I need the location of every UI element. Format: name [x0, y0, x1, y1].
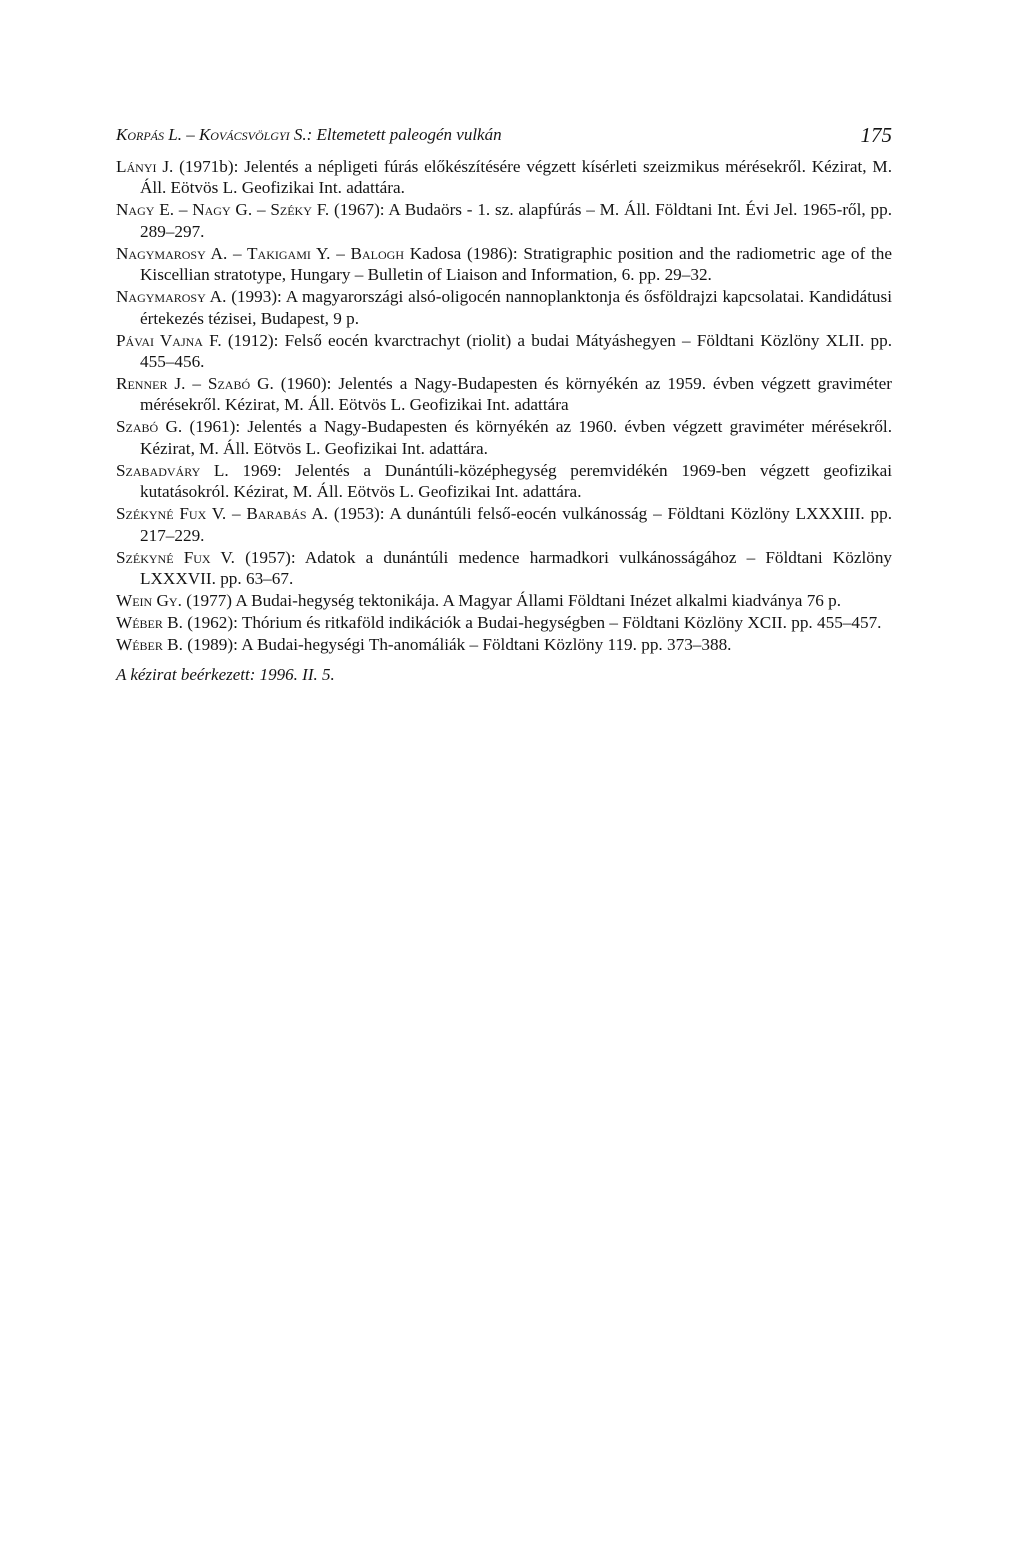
reference-item [116, 199, 892, 242]
reference-authors: Szabó G. [116, 417, 183, 437]
reference-item [116, 547, 892, 590]
reference-authors: Szabadváry L. [116, 460, 229, 480]
reference-text: (1912): Felső eocén kvarctrachyt (riolit) a budai Mátyáshegyen – Földtani Közlöny XLII. pp. 455–456. [140, 330, 892, 372]
reference-item [116, 373, 892, 416]
reference-authors: Nagy E. – Nagy G. – Széky F. [116, 200, 330, 220]
reference-authors: Nagymarosy A. [116, 287, 227, 307]
reference-item [116, 243, 892, 286]
reference-authors: Nagymarosy A. – Takigami Y. – Balogh [116, 243, 405, 263]
reference-list [116, 156, 892, 655]
page [116, 120, 892, 685]
reference-text: (1977) A Budai-hegység tektonikája. A Magyar Állami Földtani Inézet alkalmi kiadványa 76 p. [186, 591, 842, 611]
reference-item [116, 503, 892, 546]
reference-item [116, 156, 892, 199]
reference-text: (1953): A dunántúli felső-eocén vulkánosság – Földtani Közlöny LXXXIII. pp. 217–229. [140, 504, 893, 545]
reference-authors: Renner J. – Szabó G. [116, 374, 274, 394]
reference-item [116, 634, 892, 655]
reference-text: (1993): A magyarországi alsó-oligocén nannoplanktonja és ősföldrajzi kapcsolatai. Kandidátusi értekezés tézisei, Budapest, 9 p. [140, 287, 892, 328]
running-head-title: Eltemetett paleogén vulkán [316, 125, 502, 144]
running-head [116, 120, 892, 150]
reference-item [116, 416, 892, 459]
running-head-authors: Korpás L. – Kovácsvölgyi S. [116, 125, 307, 144]
reference-authors: Wein Gy. [116, 591, 182, 611]
reference-item [116, 460, 892, 503]
reference-item [116, 330, 892, 373]
reference-authors: Székyné Fux V. – Barabás A. [116, 504, 329, 524]
reference-authors: Székyné Fux V. [116, 547, 235, 567]
reference-text: (1960): Jelentés a Nagy-Budapesten és környékén az 1959. évben végzett graviméter mérésekről. Kézirat, M. Áll. Eötvös L. Geofizikai Int. adattára [140, 374, 893, 415]
reference-authors: Lányi J. [116, 157, 174, 176]
reference-text: Kadosa (1986): Stratigraphic position and the radiometric age of the Kiscellian stratotype, Hungary – Bulletin of Liaison and Information, 6. pp. 29–32. [140, 243, 892, 285]
reference-text: (1961): Jelentés a Nagy-Budapesten és környékén az 1960. évben végzett graviméter mérésekről. Kézirat, M. Áll. Eötvös L. Geofizikai Int. adattára. [140, 417, 893, 458]
reference-authors: Wéber B. [116, 613, 183, 633]
reference-text: (1967): A Budaörs - 1. sz. alapfúrás – M. Áll. Földtani Int. Évi Jel. 1965-ről, pp. 289–297. [140, 200, 892, 241]
manuscript-received-note: A kézirat beérkezett: 1996. II. 5. [116, 665, 335, 685]
reference-item [116, 590, 892, 611]
reference-text: (1957): Adatok a dunántúli medence harmadkori vulkánosságához – Földtani Közlöny LXXXVII. pp. 63–67. [140, 547, 893, 589]
reference-text: (1989): A Budai-hegységi Th-anomáliák – Földtani Közlöny 119. pp. 373–388. [187, 635, 732, 655]
reference-authors: Wéber B. [116, 635, 183, 655]
reference-text: (1962): Thórium és ritkaföld indikációk a Budai-hegységben – Földtani Közlöny XCII. pp. 455–457. [187, 613, 882, 633]
running-head-separator: : [306, 125, 317, 144]
page-number: 175 [860, 123, 892, 147]
reference-item [116, 612, 892, 633]
reference-text: 1969: Jelentés a Dunántúli-középhegység peremvidékén 1969-ben végzett geofizikai kutatásokról. Kézirat, M. Áll. Eötvös L. Geofizikai Int. adattára. [140, 460, 893, 502]
reference-item [116, 286, 892, 329]
reference-authors: Pávai Vajna F. [116, 330, 222, 350]
reference-text: (1971b): Jelentés a népligeti fúrás előkészítésére végzett kísérleti szeizmikus mérésekről. Kézirat, M. Áll. Eötvös L. Geofizikai Int. adattára. [140, 157, 892, 198]
